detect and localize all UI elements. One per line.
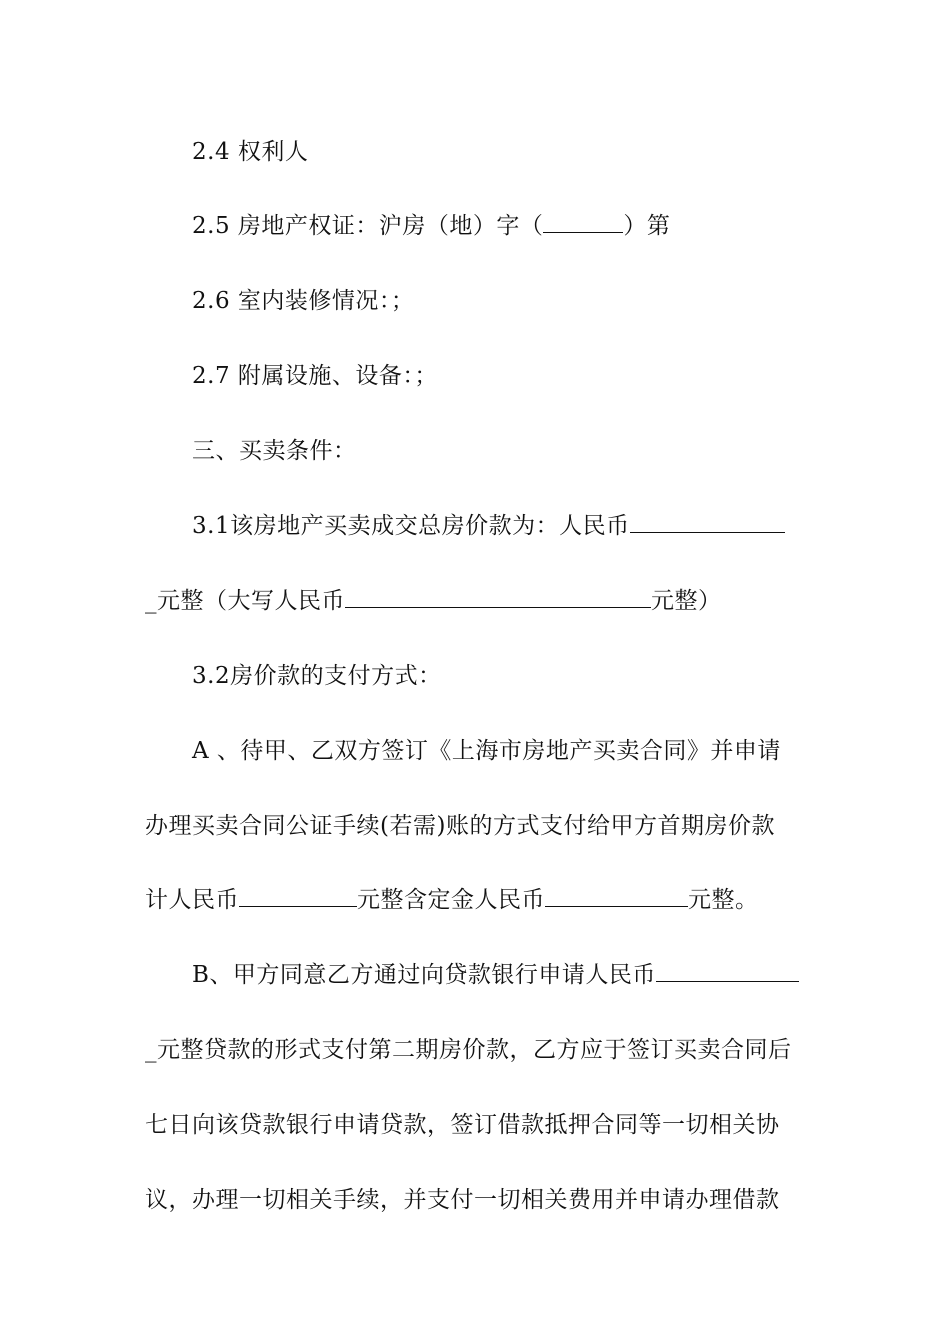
clause-text: 2.4 权利人 [192,139,309,165]
clause-3-2-a-line3 [145,885,807,915]
clause-text: ）第 [623,213,671,239]
clause-3-2-b-line3 [145,1110,807,1140]
fill-in-blank [543,212,623,233]
fill-in-blank [656,961,799,982]
clause-2-6 [192,286,807,316]
clause-text: 元整。 [688,887,759,913]
clause-3-2 [192,661,807,691]
clause-text: 2.5 房地产权证：沪房（地）字（ [192,213,544,239]
fill-in-blank [630,512,785,533]
section-3-heading [192,436,807,466]
clause-3-2-a [192,736,807,766]
section-heading: 三、买卖条件： [192,438,357,464]
clause-text: _元整贷款的形式支付第二期房价款，乙方应于签订买卖合同后 [145,1037,792,1063]
clause-3-2-b-line4 [145,1185,807,1215]
clause-text: 办理买卖合同公证手续(若需)账的方式支付给甲方首期房价款 [145,813,775,839]
clause-text: A 、待甲、乙双方签订《上海市房地产买卖合同》并申请 [192,738,781,764]
fill-in-blank [239,886,357,907]
clause-text: 2.7 附属设施、设备：； [192,363,438,389]
clause-3-1 [192,511,807,541]
clause-3-1-continued [145,586,807,616]
fill-in-blank [545,886,688,907]
clause-3-2-b-line2 [145,1035,807,1065]
clause-2-7 [192,361,807,391]
clause-text: _元整（大写人民币 [145,588,345,614]
clause-text: 议，办理一切相关手续，并支付一切相关费用并申请办理借款 [145,1187,780,1213]
clause-text: 七日向该贷款银行申请贷款，签订借款抵押合同等一切相关协 [145,1112,780,1138]
clause-3-2-a-line2 [145,811,807,841]
clause-text: 3.2房价款的支付方式： [192,663,442,689]
clause-text: 2.6 室内装修情况：； [192,288,415,314]
clause-text: B、甲方同意乙方通过向贷款银行申请人民币 [192,962,656,988]
clause-2-4 [192,137,807,167]
clause-text: 3.1该房地产买卖成交总房价款为：人民币 [192,513,630,539]
fill-in-blank [345,587,651,608]
clause-text: 元整含定金人民币 [357,887,545,913]
clause-2-5 [192,211,807,241]
clause-text: 计人民币 [145,887,239,913]
clause-text: 元整） [651,588,722,614]
clause-3-2-b [192,960,807,990]
